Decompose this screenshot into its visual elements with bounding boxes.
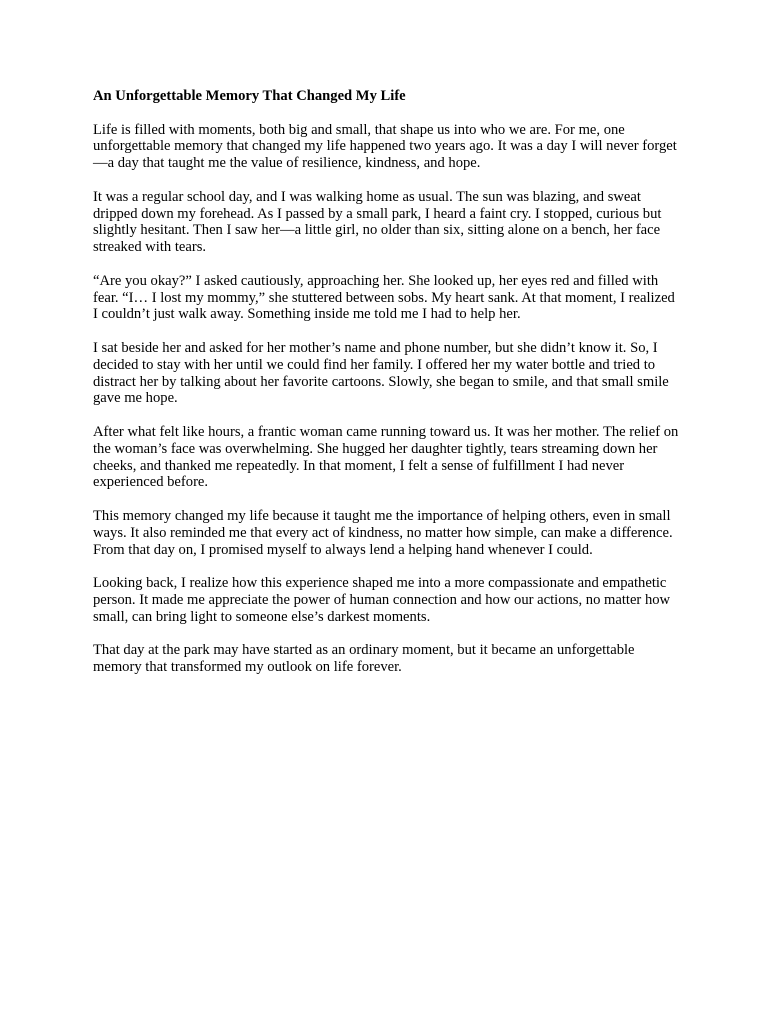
- paragraph-4: I sat beside her and asked for her mother’s name and phone number, but she didn’t know it. So, I decided to stay with her until we could find her family. I offered her my water bottle and tried to distract her by talking about her favorite cartoons. Slowly, she began to smile, and that small smile gave me hope.: [93, 339, 669, 407]
- paragraph-6: This memory changed my life because it taught me the importance of helping others, even in small ways. It also reminded me that every act of kindness, no matter how simple, can make a difference. From that day on, I promised myself to always lend a helping hand whenever I could.: [93, 507, 673, 558]
- document-body: [93, 88, 679, 693]
- paragraph-8: That day at the park may have started as an ordinary moment, but it became an unforgettable memory that transformed my outlook on life forever.: [93, 642, 635, 676]
- paragraph-3: “Are you okay?” I asked cautiously, approaching her. She looked up, her eyes red and filled with fear. “I… I lost my mommy,” she stuttered between sobs. My heart sank. At that moment, I realized I couldn’t just walk away. Something inside me told me I had to help her.: [93, 272, 675, 323]
- paragraph-5: After what felt like hours, a frantic woman came running toward us. It was her mother. The relief on the woman’s face was overwhelming. She hugged her daughter tightly, tears streaming down her cheeks, and thanked me repeatedly. In that moment, I felt a sense of fulfillment I had never experienced before.: [93, 423, 679, 491]
- document-title: An Unforgettable Memory That Changed My Life: [93, 88, 406, 104]
- paragraph-7: Looking back, I realize how this experience shaped me into a more compassionate and empathetic person. It made me appreciate the power of human connection and how our actions, no matter how small, can bring light to someone else’s darkest moments.: [93, 575, 671, 625]
- paragraph-2: It was a regular school day, and I was walking home as usual. The sun was blazing, and sweat dripped down my forehead. As I passed by a small park, I heard a faint cry. I stopped, curious but slightly hesitant. Then I saw her—a little girl, no older than six, sitting alone on a bench, her face streaked with tears.: [93, 188, 662, 256]
- paragraph-1: Life is filled with moments, both big and small, that shape us into who we are. For me, one unforgettable memory that changed my life happened two years ago. It was a day I will never forget—a day that taught me the value of resilience, kindness, and hope.: [93, 121, 677, 172]
